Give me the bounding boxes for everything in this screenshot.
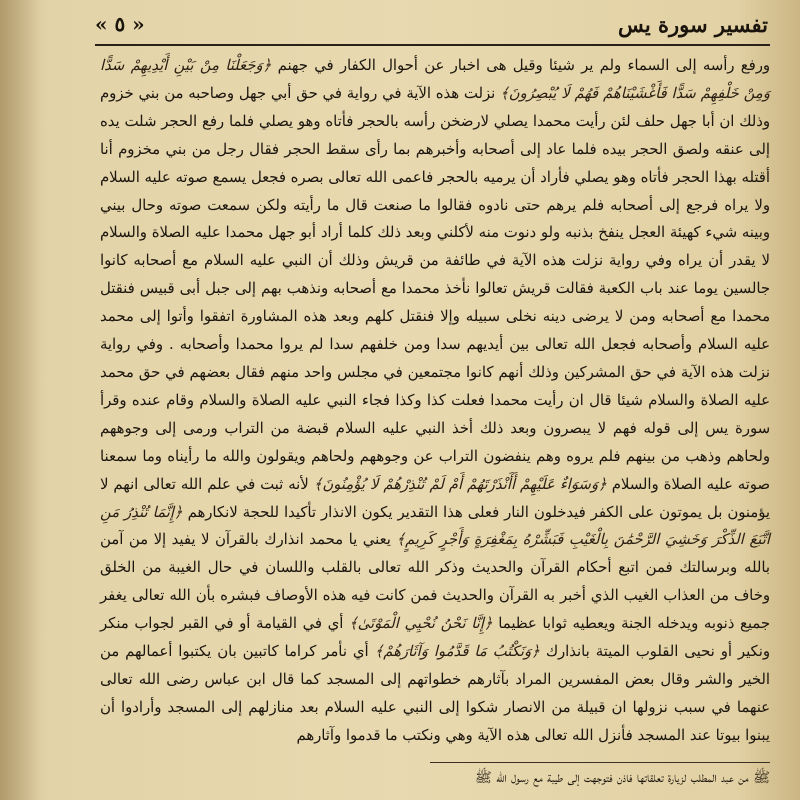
- quran-verse: ﴿وَنَكْتُبُ مَا قَدَّمُوا وَآثَارَهُمْ﴾: [374, 643, 540, 661]
- quran-verse: ﴿وَجَعَلْنَا مِنْ بَيْنِ أَيْدِيهِمْ سَدًّا وَمِنْ خَلْفِهِمْ سَدًّا فَأَغْشَيْنَاهُمْ فَهُمْ لَا يُبْصِرُونَ﴾: [100, 57, 770, 102]
- quran-verse: ﴿وَسَوَاءٌ عَلَيْهِمْ أَأَنْذَرْتَهُمْ أَمْ لَمْ تُنْذِرْهُمْ لَا يُؤْمِنُونَ﴾: [313, 475, 607, 493]
- spine-shadow: [0, 0, 40, 800]
- page-number: « ٥ »: [95, 12, 145, 36]
- footnote-rule: [430, 762, 770, 763]
- quran-verse: ﴿إِنَّا نَحْنُ نُحْيِي الْمَوْتَىٰ﴾: [348, 615, 493, 633]
- text-line: يعني يا محمد انذارك بالقرآن لا يفيد إلا من آمن بالله وبرسالتك فمن اتبع أحكام القرآن والحديث وذكر الله تعالى بالقلب واللسان في حال الغيبة من الخلق وخاف من العذاب الغيب الذي أخبر به القرآن والحديث فمن كانت فيه هذه الأوصاف فبشره بأن الله تعالى يغفر جميع ذنوبه ويدخله الجنة ويعطيه ثوابا عظيما: [100, 531, 770, 633]
- quran-verse: ﴿إِنَّمَا تُنْذِرُ مَنِ اتَّبَعَ الذِّكْرَ وَخَشِيَ الرَّحْمَٰنَ بِالْغَيْبِ فَبَشِّرْهُ بِمَغْفِرَةٍ وَأَجْرٍ كَرِيمٍ﴾: [100, 503, 770, 549]
- footnote: ﷺ من عبد المطلب لزيارة تعلقاتها فاذن فتوجهت إلى طيبة مع رسول الله ﷺ: [474, 770, 770, 786]
- page-title: تفسير سورة يس: [618, 12, 768, 37]
- page-header: [95, 10, 768, 44]
- paragraph: [100, 52, 770, 750]
- text-line: ورفع رأسه إلى السماء ولم ير شيئا وقيل هى اخبار عن أحوال الكفار في جهنم: [277, 57, 770, 74]
- text-line: أي نأمر كراما كاتبين بان يكتبوا أعمالهم من الخير والشر وقال بعض المفسرين المراد بآثارهم خطواتهم إلى المسجد كما قال ابن عباس رضى الله تعالى عنهما في سبب نزولها ان قبيلة من الانصار شكوا إلى النبي عليه السلام بعد منازلهم إلى المسجد وأرادوا أن يبنوا بيوتا عند المسجد فأنزل الله تعالى هذه الآية وهي ونكتب ما قدموا وآثارهم: [100, 643, 770, 744]
- text-line: لأنه ثبت في علم الله تعالى انهم لا يؤمنون بل يموتون على الكفر فيدخلون النار فعلى هذا التقدير يكون الانذار تأكيدا للحجة لانكارهم: [100, 475, 770, 521]
- header-rule: [95, 44, 770, 46]
- text-line: أي في القيامة أو في القبر لجواب منكر ونكير أو نحيى القلوب الميتة بانذارك: [100, 615, 770, 661]
- body-text: [100, 52, 770, 750]
- text-line: نزلت هذه الآية في رواية في حق أبي جهل وصاحبه من بني خزوم وذلك ان أبا جهل حلف لئن رأيت محمدا يصلي لارضخن رأسه بالحجر فأتاه وهو يصلي فلما رفع الحجر شلت يده إلى عنقه ولصق الحجر بيده فلما عاد إلى أصحابه وأخبرهم بما رأى سقط الحجر فقال رجل من بني مخزوم أنا أقتله بهذا الحجر فأتاه وهو يصلي فأراد أن يرميه بالحجر فاعمى الله تعالى بصره فجعل يسمع صوته عليه السلام ولا يراه فرجع إلى أصحابه فلم يرهم حتى نادوه فقالوا ما صنعت قال ما رأيته ولكن سمعت صوته وحال بيني وبينه شيء كهيئة العجل ينفخ بذنبه ولو دنوت منه لأكلني وبعد ذلك كلما أراد أبو جهل محمدا عليه الصلاة والسلام لا يقدر أن يراه وفي رواية نزلت هذه الآية في طائفة من قريش وذلك أن النبي عليه السلام مع أصحابه كانوا جالسين يوما عند باب الكعبة فقالت قريش تعالوا نأخذ محمدا مع أصحابه ونذهب بهم إلى جبل أبى قبيس فنقتل محمدا مع أصحابه ومن لا يرضى دينه نخلى سبيله وإلا فنقتل كلهم وبعد هذه المشاورة اتفقوا وأتوا إلى محمد عليه السلام وأصحابه فجعل الله تعالى بين أيديهم سدا ومن خلفهم سدا لم يروا محمدا وأصحابه . وفي رواية نزلت هذه الآية في حق المشركين وذلك أنهم كانوا مجتمعين في مجلس واحد منهم فقال بعضهم في حق محمد عليه الصلاة والسلام شيئا قال ان رأيت محمدا فعلت كذا وكذا فجاء النبي عليه الصلاة والسلام وقام عنده وقرأ سورة يس إلى قوله فهم لا يبصرون وبعد ذلك أخذ النبي عليه السلام قبضة من التراب ورمى إلى وجوههم ولحاهم وذهب من بينهم فلم يروه وهم ينفضون التراب عن وجوههم ولحاهم ويقولون والله ما رأيناه وما سمعنا صوته عليه الصلاة والسلام: [100, 84, 770, 493]
